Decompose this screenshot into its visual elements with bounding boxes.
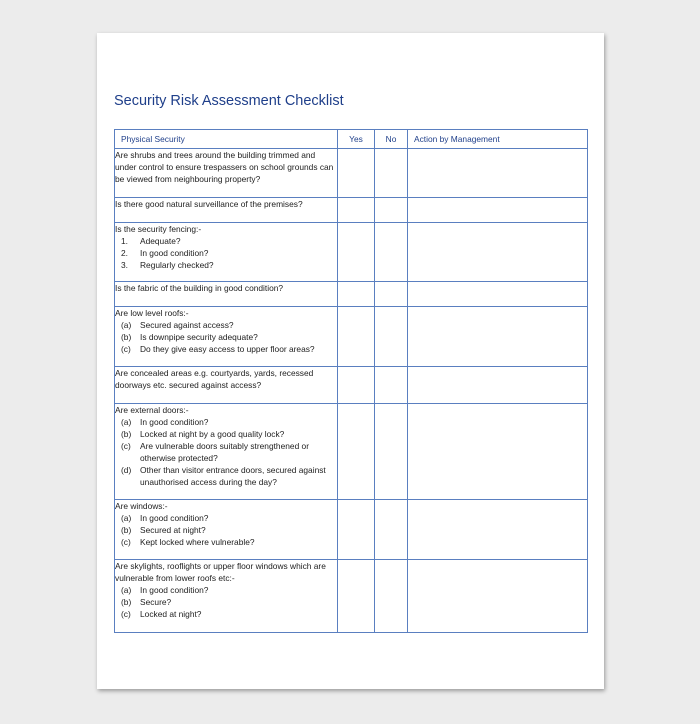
header-no: No (375, 130, 408, 149)
sub-item-text: In good condition? (140, 417, 209, 427)
checklist-row (115, 367, 588, 404)
yes-cell[interactable] (338, 223, 375, 282)
sub-item-text: Locked at night? (140, 609, 202, 619)
sub-item-text: In good condition? (140, 248, 209, 258)
question-text: Are shrubs and trees around the building trimmed and under control to ensure trespassers on school grounds can be viewed from neighbouring property? (115, 150, 334, 184)
sub-item-text: Secured at night? (140, 525, 206, 535)
sub-item (115, 319, 337, 331)
question-cell (115, 404, 338, 500)
sub-item (115, 343, 337, 355)
sub-item-marker: (c) (121, 344, 131, 354)
sub-item-marker: (a) (121, 320, 132, 330)
checklist-table (114, 129, 588, 633)
sub-item-marker: (b) (121, 429, 132, 439)
question-cell (115, 307, 338, 367)
sub-item (115, 416, 337, 428)
question-cell (115, 198, 338, 223)
question-text: Are external doors:- (115, 405, 189, 415)
sub-item (115, 440, 337, 464)
action-cell[interactable] (408, 404, 588, 500)
yes-cell[interactable] (338, 307, 375, 367)
sub-item-marker: (c) (121, 609, 131, 619)
sub-item (115, 536, 337, 548)
checklist-row (115, 500, 588, 560)
sub-item-marker: 2. (121, 248, 128, 258)
sub-item-text: In good condition? (140, 513, 209, 523)
action-cell[interactable] (408, 223, 588, 282)
sub-item-text: Adequate? (140, 236, 181, 246)
sub-item (115, 524, 337, 536)
checklist-row (115, 404, 588, 500)
yes-cell[interactable] (338, 149, 375, 198)
sub-item (115, 608, 337, 620)
document-page (97, 33, 604, 689)
header-yes: Yes (338, 130, 375, 149)
sub-item-marker: 3. (121, 260, 128, 270)
yes-cell[interactable] (338, 560, 375, 633)
question-cell (115, 560, 338, 633)
sub-item-text: Are vulnerable doors suitably strengthened or otherwise protected? (140, 441, 309, 463)
no-cell[interactable] (375, 367, 408, 404)
question-text: Is the security fencing:- (115, 224, 202, 234)
question-cell (115, 282, 338, 307)
checklist-row (115, 149, 588, 198)
yes-cell[interactable] (338, 282, 375, 307)
yes-cell[interactable] (338, 198, 375, 223)
no-cell[interactable] (375, 198, 408, 223)
yes-cell[interactable] (338, 404, 375, 500)
sub-item-marker: 1. (121, 236, 128, 246)
yes-cell[interactable] (338, 500, 375, 560)
sub-item (115, 512, 337, 524)
sub-item (115, 247, 337, 259)
sub-item-marker: (c) (121, 537, 131, 547)
sub-item (115, 235, 337, 247)
sub-item-marker: (b) (121, 332, 132, 342)
question-cell (115, 149, 338, 198)
sub-item (115, 428, 337, 440)
no-cell[interactable] (375, 149, 408, 198)
question-text: Are windows:- (115, 501, 168, 511)
sub-item-marker: (a) (121, 417, 132, 427)
action-cell[interactable] (408, 500, 588, 560)
sub-item-text: Kept locked where vulnerable? (140, 537, 255, 547)
header-row (115, 130, 588, 149)
sub-item-marker: (d) (121, 465, 132, 475)
checklist-row (115, 560, 588, 633)
question-cell (115, 367, 338, 404)
sub-item-text: In good condition? (140, 585, 209, 595)
sub-item (115, 331, 337, 343)
checklist-row (115, 198, 588, 223)
question-text: Are low level roofs:- (115, 308, 189, 318)
sub-item (115, 259, 337, 271)
header-action-by-management: Action by Management (408, 130, 588, 149)
question-text: Is there good natural surveillance of the premises? (115, 199, 303, 209)
sub-item-text: Is downpipe security adequate? (140, 332, 258, 342)
header-physical-security: Physical Security (115, 130, 338, 149)
sub-item-text: Do they give easy access to upper floor areas? (140, 344, 315, 354)
question-text: Is the fabric of the building in good condition? (115, 283, 284, 293)
sub-item (115, 596, 337, 608)
sub-item-text: Regularly checked? (140, 260, 214, 270)
checklist-row (115, 282, 588, 307)
sub-item-marker: (a) (121, 513, 132, 523)
action-cell[interactable] (408, 307, 588, 367)
question-cell (115, 500, 338, 560)
sub-item-text: Locked at night by a good quality lock? (140, 429, 285, 439)
yes-cell[interactable] (338, 367, 375, 404)
action-cell[interactable] (408, 367, 588, 404)
checklist-row (115, 223, 588, 282)
question-text: Are skylights, rooflights or upper floor windows which are vulnerable from lower roofs etc:- (115, 561, 326, 583)
sub-item-text: Other than visitor entrance doors, secured against unauthorised access during the day? (140, 465, 326, 487)
sub-item-marker: (c) (121, 441, 131, 451)
action-cell[interactable] (408, 282, 588, 307)
no-cell[interactable] (375, 307, 408, 367)
no-cell[interactable] (375, 500, 408, 560)
question-cell (115, 223, 338, 282)
sub-item-marker: (b) (121, 525, 132, 535)
action-cell[interactable] (408, 149, 588, 198)
sub-item (115, 584, 337, 596)
sub-item-text: Secured against access? (140, 320, 234, 330)
action-cell[interactable] (408, 198, 588, 223)
sub-item-marker: (b) (121, 597, 132, 607)
sub-item (115, 464, 337, 488)
no-cell[interactable] (375, 282, 408, 307)
no-cell[interactable] (375, 560, 408, 633)
no-cell[interactable] (375, 223, 408, 282)
action-cell[interactable] (408, 560, 588, 633)
no-cell[interactable] (375, 404, 408, 500)
page-title: Security Risk Assessment Checklist (114, 93, 344, 109)
sub-item-marker: (a) (121, 585, 132, 595)
checklist-row (115, 307, 588, 367)
sub-item-text: Secure? (140, 597, 172, 607)
question-text: Are concealed areas e.g. courtyards, yards, recessed doorways etc. secured against access? (115, 368, 314, 390)
